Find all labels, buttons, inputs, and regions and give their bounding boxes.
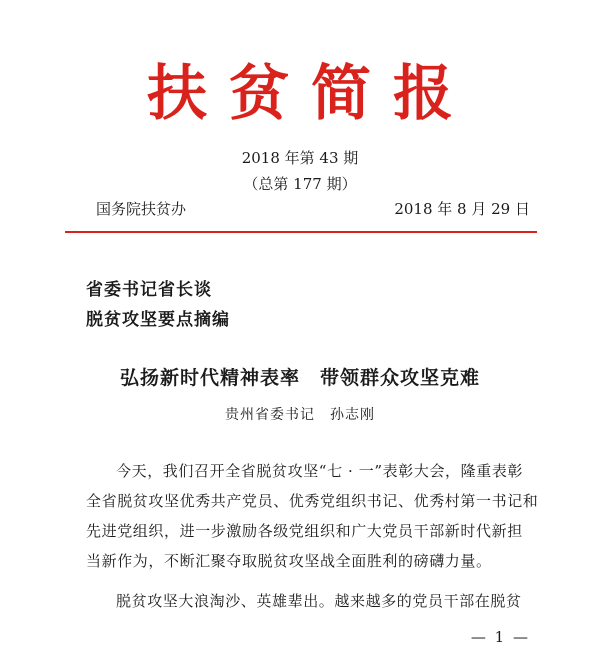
issue-number: 2018 年第 43 期 (241, 149, 359, 167)
article-byline: 贵州省委书记 孙志刚 (225, 407, 375, 423)
issuing-office: 国务院扶贫办 (96, 200, 187, 218)
body-line: 脱贫攻坚大浪淘沙、英雄辈出。越来越多的党员干部在脱贫 (116, 592, 522, 610)
body-line: 今天，我们召开全省脱贫攻坚“七 · 一”表彰大会，隆重表彰 (116, 462, 524, 480)
article-title: 弘扬新时代精神表率 带领群众攻坚克难 (119, 367, 480, 389)
issue-date: 2018 年 8 月 29 日 (394, 200, 530, 218)
page-number: — 1 — (470, 628, 530, 646)
body-line: 先进党组织，进一步激励各级党组织和广大党员干部新时代新担 (86, 522, 523, 540)
body-line: 全省脱贫攻坚优秀共产党员、优秀党组织书记、优秀村第一书记和 (86, 492, 539, 510)
body-line: 当新作为，不断汇聚夺取脱贫攻坚战全面胜利的磅礴力量。 (86, 552, 492, 570)
column-title-line-2: 脱贫攻坚要点摘编 (86, 310, 230, 330)
masthead-title: 扶贫简报 (147, 59, 475, 129)
total-issue-number: （总第 177 期） (243, 175, 357, 193)
red-divider-rule (65, 231, 537, 233)
column-title-line-1: 省委书记省长谈 (86, 280, 212, 300)
